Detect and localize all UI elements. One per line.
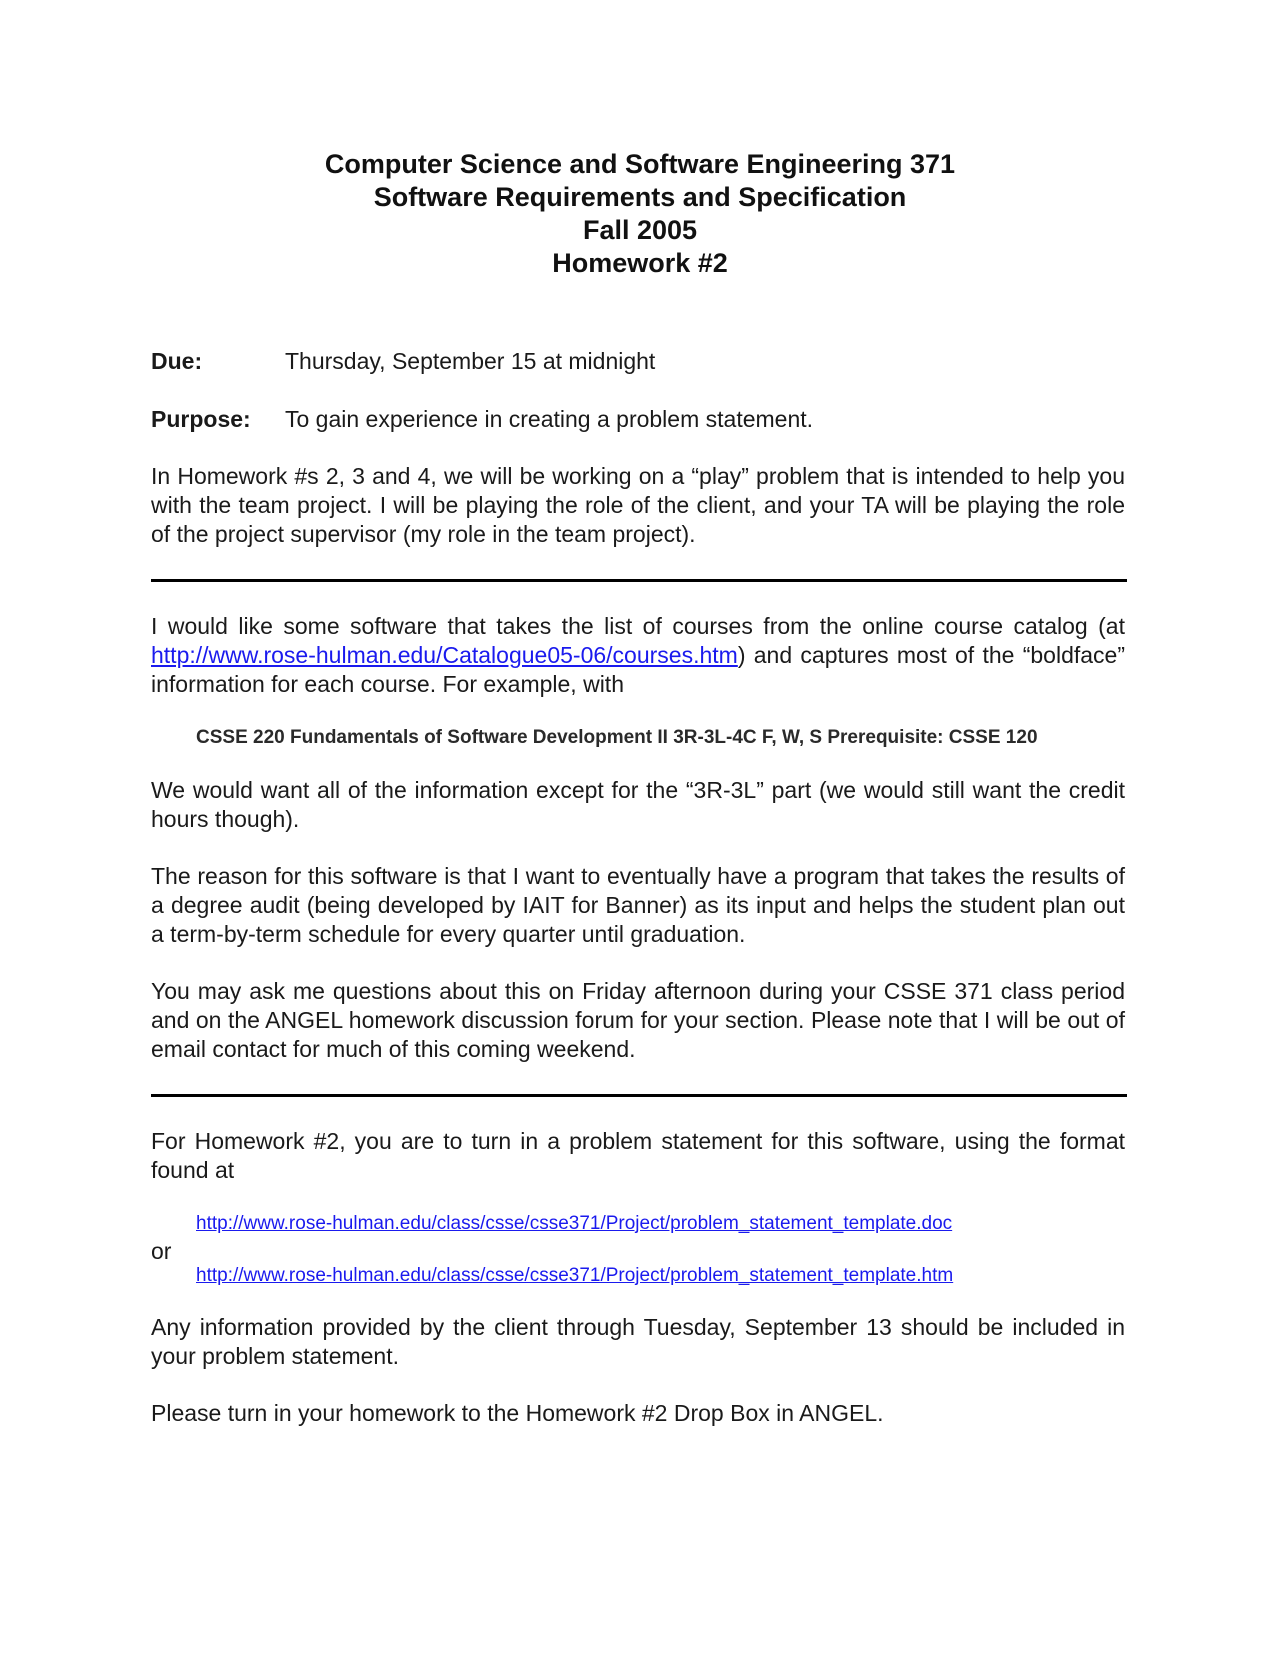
divider-top (151, 579, 1127, 582)
catalog-link[interactable]: http://www.rose-hulman.edu/Catalogue05-06/courses.htm (151, 642, 738, 668)
template-htm-link[interactable]: http://www.rose-hulman.edu/class/csse/csse371/Project/problem_statement_template.htm (196, 1265, 954, 1286)
intro-paragraph: In Homework #s 2, 3 and 4, we will be working on a “play” problem that is intended to help you with the team project. I will be playing the role of the client, and your TA will be playing the role of the project supervisor (my role in the team project). (151, 463, 1125, 547)
course-title: Computer Science and Software Engineering 371 (324, 149, 956, 179)
client-request-text-end: ) and captures most of the “boldface” information for each course. For example, with (151, 642, 1125, 697)
due-row (151, 347, 202, 376)
client-request-paragraph (151, 612, 1125, 699)
assignment-title: Homework #2 (552, 248, 728, 278)
course-subtitle: Software Requirements and Specification (373, 182, 907, 212)
document-title (0, 148, 1280, 280)
or-label: or (151, 1238, 172, 1264)
reason-paragraph: The reason for this software is that I want to eventually have a program that takes the results of a degree audit (being developed by IAIT for Banner) as its input and helps the student plan out a term-by-term schedule for every quarter until graduation. (151, 863, 1125, 947)
term: Fall 2005 (582, 215, 698, 245)
assignment-paragraph: For Homework #2, you are to turn in a problem statement for this software, using the format found at (151, 1128, 1125, 1183)
questions-paragraph: You may ask me questions about this on Friday afternoon during your CSSE 371 class period and on the ANGEL homework discussion forum for your section. Please note that I will be out of email contact for much of this coming weekend. (151, 978, 1125, 1062)
client-request-text: I would like some software that takes the list of courses from the online course catalog (at (151, 613, 1125, 639)
submission-paragraph: Please turn in your homework to the Homework #2 Drop Box in ANGEL. (151, 1400, 884, 1426)
purpose-value: To gain experience in creating a problem statement. (285, 406, 814, 432)
divider-bottom (151, 1094, 1127, 1097)
deadline-paragraph: Any information provided by the client through Tuesday, September 13 should be included in your problem statement. (151, 1314, 1125, 1369)
template-doc-link[interactable]: http://www.rose-hulman.edu/class/csse/csse371/Project/problem_statement_template.doc (196, 1213, 953, 1234)
example-course-entry: CSSE 220 Fundamentals of Software Development II 3R-3L-4C F, W, S Prerequisite: CSSE 120 (196, 727, 1038, 748)
due-value: Thursday, September 15 at midnight (285, 348, 656, 374)
requirements-paragraph: We would want all of the information except for the “3R-3L” part (we would still want the credit hours though). (151, 777, 1125, 832)
purpose-label: Purpose: (151, 406, 251, 432)
purpose-row (151, 405, 251, 434)
due-label: Due: (151, 348, 203, 374)
